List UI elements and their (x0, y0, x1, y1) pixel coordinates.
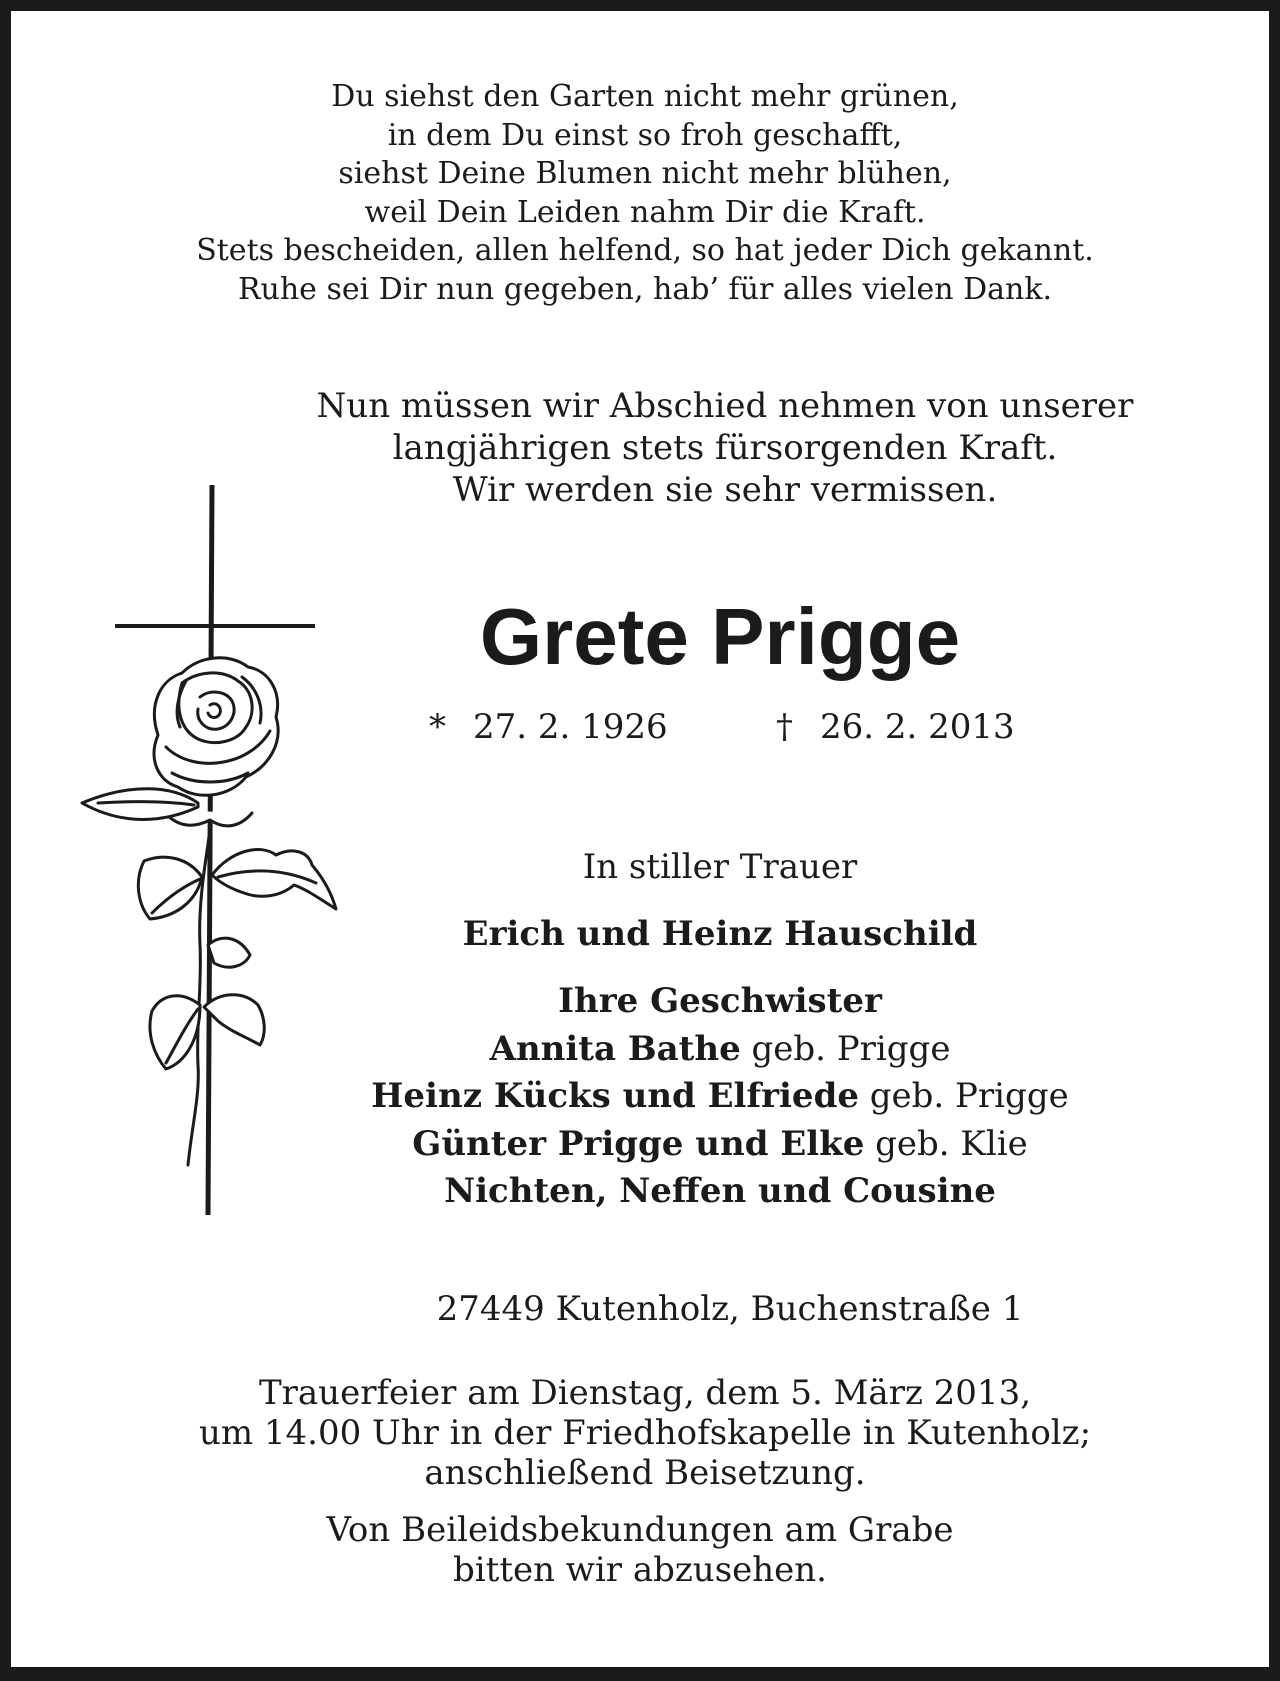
sibling-maiden-name: geb. Klie (875, 1123, 1028, 1164)
poem-line: weil Dein Leiden nahm Dir die Kraft. (364, 194, 926, 230)
poem-line: Du siehst den Garten nicht mehr grünen, (331, 79, 959, 114)
poem-line: Stets bescheiden, allen helfend, so hat jeder Dich gekannt. (196, 233, 1094, 268)
ceremony-line: um 14.00 Uhr in der Friedhofskapelle in Kutenholz; (198, 1413, 1092, 1453)
farewell-line: Wir werden sie sehr vermissen. (452, 470, 998, 510)
sibling-maiden-name: geb. Prigge (869, 1076, 1069, 1116)
death-symbol: † (776, 707, 793, 747)
ceremony-details (70, 1373, 1220, 1493)
birth-symbol: * (429, 707, 446, 747)
deceased-name: Grete Prigge (479, 592, 961, 681)
primary-mourners: Erich und Heinz Hauschild (462, 914, 978, 954)
other-relatives: Nichten, Neffen und Cousine (444, 1171, 996, 1211)
sibling-name: Günter Prigge und Elke (412, 1123, 865, 1164)
farewell-line: Nun müssen wir Abschied nehmen von unserer (316, 386, 1134, 426)
farewell-statement (180, 385, 1270, 511)
farewell-line: langjährigen stets fürsorgenden Kraft. (392, 428, 1058, 468)
sibling-name: Heinz Kücks und Elfriede (371, 1076, 859, 1116)
ceremony-line: Trauerfeier am Dienstag, dem 5. März 2013, (258, 1373, 1032, 1413)
poem-verse (60, 78, 1230, 309)
cross-icon (115, 485, 315, 1215)
sibling-entry (300, 1121, 1140, 1169)
sibling-entry (300, 1026, 1140, 1074)
condolence-line: Von Beileidsbekundungen am Grabe (326, 1510, 954, 1550)
condolence-line: bitten wir abzusehen. (453, 1550, 827, 1590)
poem-line: siehst Deine Blumen nicht mehr blühen, (338, 156, 952, 191)
birth-date: 27. 2. 1926 (473, 707, 668, 747)
death-date: 26. 2. 2013 (820, 707, 1015, 747)
condolence-request (170, 1510, 1110, 1590)
poem-line: in dem Du einst so froh geschafft, (387, 117, 903, 153)
address: 27449 Kutenholz, Buchenstraße 1 (436, 1289, 1024, 1329)
mourning-intro: In stiller Trauer (582, 847, 858, 887)
family-list (300, 978, 1140, 1216)
siblings-heading: Ihre Geschwister (558, 981, 882, 1021)
sibling-maiden-name: geb. Prigge (751, 1028, 951, 1069)
sibling-name: Annita Bathe (489, 1028, 741, 1069)
sibling-entry (300, 1073, 1140, 1121)
ceremony-line: anschließend Beisetzung. (424, 1453, 866, 1493)
life-dates (429, 704, 1069, 750)
poem-line: Ruhe sei Dir nun gegeben, hab’ für alles vielen Dank. (237, 271, 1053, 307)
